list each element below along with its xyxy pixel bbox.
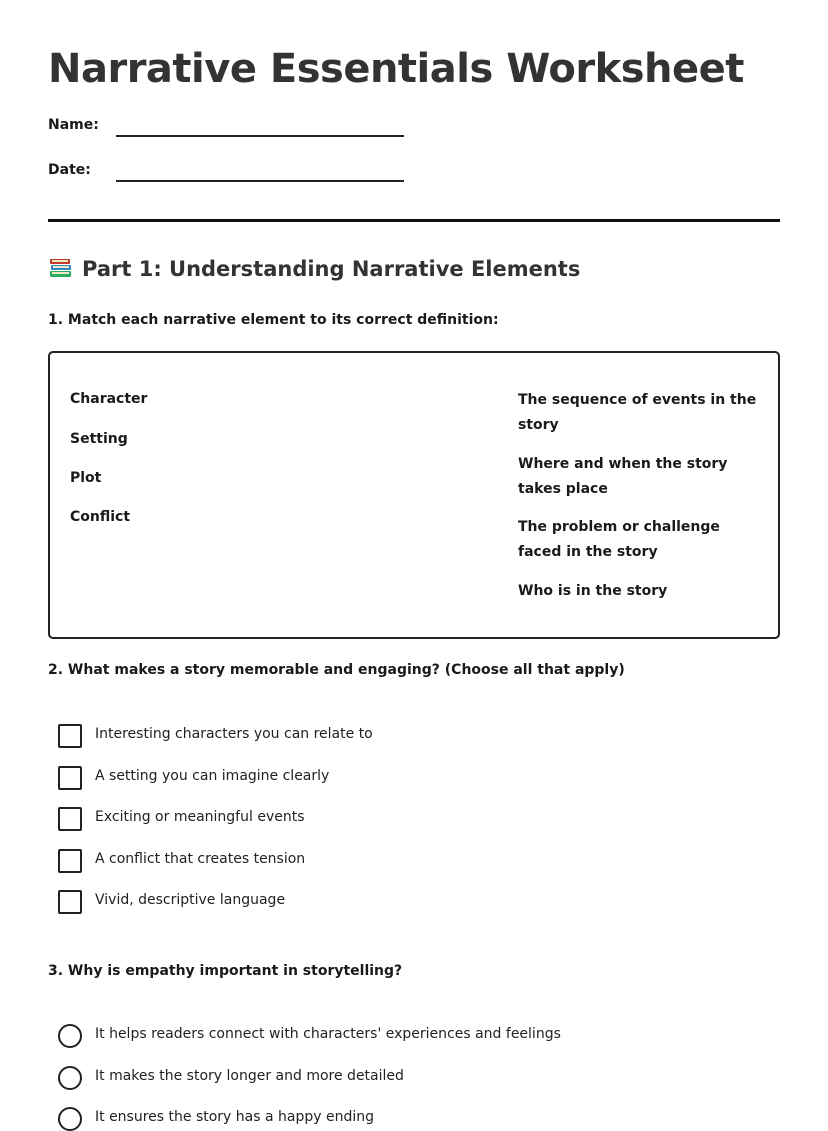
radio-button[interactable]: [58, 1107, 82, 1131]
worksheet-title: Narrative Essentials Worksheet: [48, 46, 744, 92]
part1-heading: [48, 256, 580, 281]
match-term[interactable]: Setting: [70, 431, 128, 447]
checkbox[interactable]: [58, 724, 82, 748]
radio-button[interactable]: [58, 1066, 82, 1090]
name-blank-line[interactable]: [116, 135, 404, 137]
option-label: Vivid, descriptive language: [95, 892, 286, 908]
part1-title: Part 1: Understanding Narrative Elements: [82, 257, 581, 281]
books-icon: [48, 256, 74, 280]
checkbox[interactable]: [58, 766, 82, 790]
option-label: A setting you can imagine clearly: [95, 768, 330, 784]
option-label: It makes the story longer and more detailed: [95, 1068, 404, 1084]
q3-prompt: 3. Why is empathy important in storytelling?: [48, 963, 403, 979]
option-label: A conflict that creates tension: [95, 851, 306, 867]
match-definition[interactable]: Where and when the story takes place: [518, 456, 728, 497]
header-divider: [48, 219, 780, 222]
option-label: Exciting or meaningful events: [95, 809, 305, 825]
match-term[interactable]: Plot: [70, 470, 102, 486]
date-blank-line[interactable]: [116, 180, 404, 182]
checkbox[interactable]: [58, 807, 82, 831]
option-label: It helps readers connect with characters' experiences and feelings: [95, 1026, 561, 1042]
match-term[interactable]: Character: [70, 391, 148, 407]
q2-prompt: 2. What makes a story memorable and engaging? (Choose all that apply): [48, 662, 625, 678]
date-label: Date:: [48, 162, 91, 178]
checkbox[interactable]: [58, 849, 82, 873]
match-definition[interactable]: The problem or challenge faced in the story: [518, 519, 720, 560]
name-label: Name:: [48, 117, 99, 133]
match-term[interactable]: Conflict: [70, 509, 131, 525]
checkbox[interactable]: [58, 890, 82, 914]
option-label: It ensures the story has a happy ending: [95, 1109, 375, 1125]
match-definition[interactable]: The sequence of events in the story: [518, 392, 757, 433]
q1-prompt: 1. Match each narrative element to its correct definition:: [48, 312, 499, 328]
option-label: Interesting characters you can relate to: [95, 726, 373, 742]
radio-button[interactable]: [58, 1024, 82, 1048]
matching-box: [48, 351, 780, 639]
match-definition[interactable]: Who is in the story: [518, 583, 668, 599]
